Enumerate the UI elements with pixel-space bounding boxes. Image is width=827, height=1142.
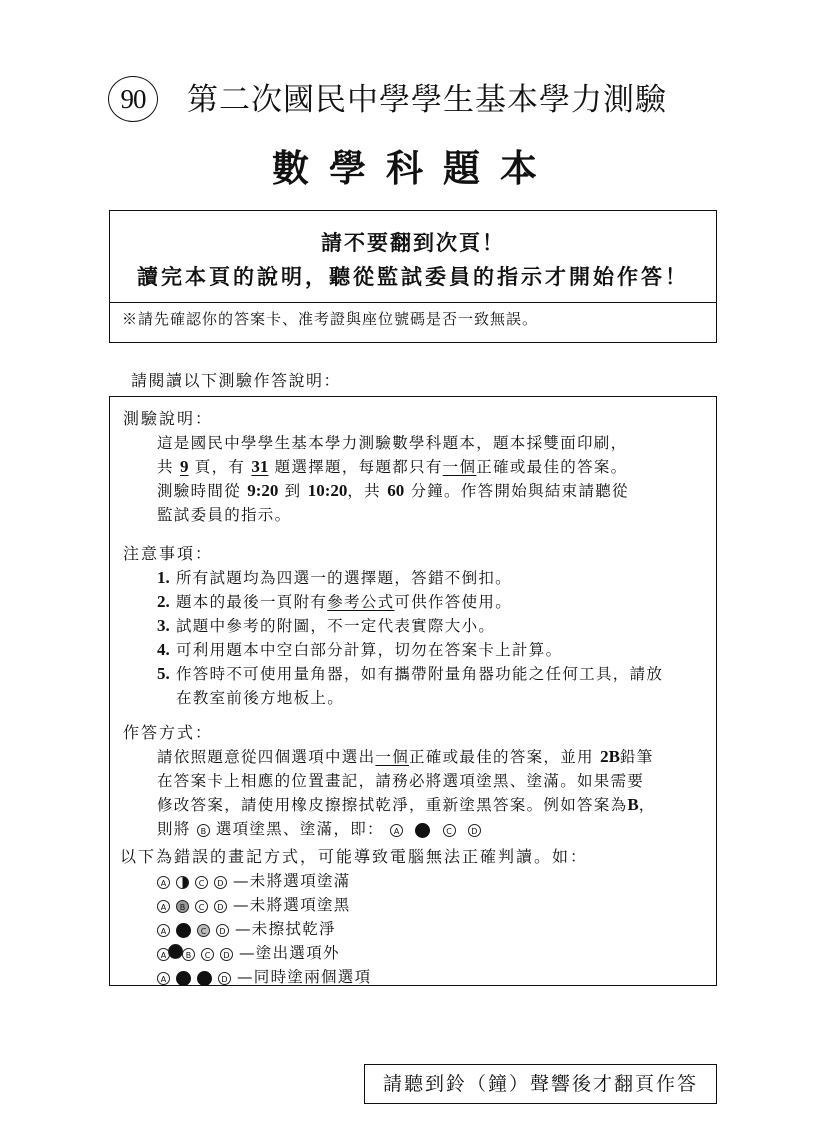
- bubble-a-icon: A: [157, 876, 170, 889]
- bubble-c-icon: C: [195, 900, 208, 913]
- bubble-a-icon: A: [390, 824, 403, 837]
- note-item: 1. 所有試題均為四選一的選擇題，答錯不倒扣。: [157, 568, 512, 587]
- footer-instruction: 請聽到鈴（鐘）聲響後才翻頁作答: [364, 1064, 717, 1104]
- bubble-a-icon: A: [157, 900, 170, 913]
- bubble-d-icon: D: [216, 924, 229, 937]
- pencil-type: 2B: [600, 747, 620, 766]
- question-count: 31: [251, 457, 269, 476]
- wrong-mark-item: A C D —未將選項塗滿: [157, 869, 351, 893]
- wrong-marks-heading: 以下為錯誤的畫記方式，可能導致電腦無法正確判讀。如：: [120, 847, 589, 866]
- intro-text: 請閱讀以下測驗作答說明：: [131, 371, 342, 390]
- notice-reminder: ※請先確認你的答案卡、准考證與座位號碼是否一致無誤。: [122, 310, 539, 328]
- bubble-a-icon: A: [157, 948, 170, 961]
- duration-minutes: 60: [387, 481, 405, 500]
- bubble-b-icon: B: [182, 948, 195, 961]
- bubble-a-icon: A: [157, 924, 170, 937]
- answer-method-heading: 作答方式：: [123, 723, 214, 742]
- notice-divider: [110, 302, 716, 303]
- instructions-box: [109, 396, 717, 986]
- test-description-line: 監試委員的指示。: [157, 506, 292, 524]
- wrong-mark-item: A C D —未擦拭乾淨: [157, 917, 336, 941]
- note-item: 2. 題本的最後一頁附有參考公式可供作答使用。: [157, 592, 512, 611]
- bubble-a-icon: A: [157, 972, 170, 985]
- test-description-line: 這是國民中學學生基本學力測驗數學科題本，題本採雙面印刷，: [157, 434, 628, 452]
- notice-warning: 請不要翻到次頁！: [321, 230, 505, 255]
- note-item: 5. 作答時不可使用量角器，如有攜帶附量角器功能之任何工具，請放: [157, 664, 664, 683]
- end-time: 10:20: [307, 481, 348, 500]
- bubble-gray-icon: B: [176, 900, 189, 913]
- wrong-mark-item: A B C D —未將選項塗黑: [157, 893, 351, 917]
- subject-title: 數學科題本: [272, 146, 557, 190]
- bubble-overflow-icon: [168, 944, 183, 959]
- exam-title: 第二次國民中學學生基本學力測驗: [187, 82, 667, 118]
- wrong-mark-item: A D —同時塗兩個選項: [157, 965, 371, 989]
- notice-box: [109, 210, 717, 343]
- bubble-half-filled-icon: [176, 876, 189, 889]
- note-item: 4. 可利用題本中空白部分計算，切勿在答案卡上計算。: [157, 640, 563, 659]
- answer-method-line: 請依照題意從四個選項中選出一個正確或最佳的答案，並用 2B鉛筆: [157, 747, 654, 766]
- test-description-heading: 測驗說明：: [123, 409, 214, 428]
- page-count: 9: [180, 457, 189, 476]
- test-description-line: 共 9 頁，有 31 題選擇題，每題都只有一個正確或最佳的答案。: [157, 457, 628, 476]
- bubble-b-icon: B: [197, 824, 210, 837]
- answer-method-line: 在答案卡上相應的位置畫記，請務必將選項塗黑、塗滿。如果需要: [157, 772, 645, 790]
- notice-instruction: 讀完本頁的說明，聽從監試委員的指示才開始作答！: [137, 264, 689, 289]
- bubble-c-icon: C: [443, 824, 456, 837]
- bubble-c-icon: C: [201, 948, 214, 961]
- bubble-d-icon: D: [468, 824, 481, 837]
- bubble-d-icon: D: [220, 948, 233, 961]
- bubble-d-icon: D: [214, 900, 227, 913]
- wrong-mark-item: A B C D —塗出選項外: [157, 941, 340, 965]
- start-time: 9:20: [247, 481, 279, 500]
- bubble-c-icon: C: [195, 876, 208, 889]
- note-item-continued: 在教室前後方地板上。: [176, 689, 345, 707]
- bubble-filled-icon: [415, 823, 430, 838]
- bubble-d-icon: D: [214, 876, 227, 889]
- exam-number-badge: 90: [108, 76, 158, 122]
- answer-method-line: 修改答案，請使用橡皮擦擦拭乾淨，重新塗黑答案。例如答案為B，: [157, 795, 656, 814]
- answer-method-example: 則將 B 選項塗黑、塗滿，即： A C D: [157, 817, 487, 841]
- note-item: 3. 試題中參考的附圖，不一定代表實際大小。: [157, 616, 496, 635]
- bubble-filled-icon: [176, 971, 191, 986]
- bubble-smudged-icon: C: [197, 924, 210, 937]
- bubble-filled-icon: [176, 923, 191, 938]
- bubble-d-icon: D: [218, 972, 231, 985]
- test-description-line: 測驗時間從 9:20 到 10:20，共 60 分鐘。作答開始與結束請聽從: [157, 481, 629, 500]
- notes-heading: 注意事項：: [123, 544, 214, 563]
- bubble-filled-icon: [197, 971, 212, 986]
- example-answer: B: [627, 795, 639, 814]
